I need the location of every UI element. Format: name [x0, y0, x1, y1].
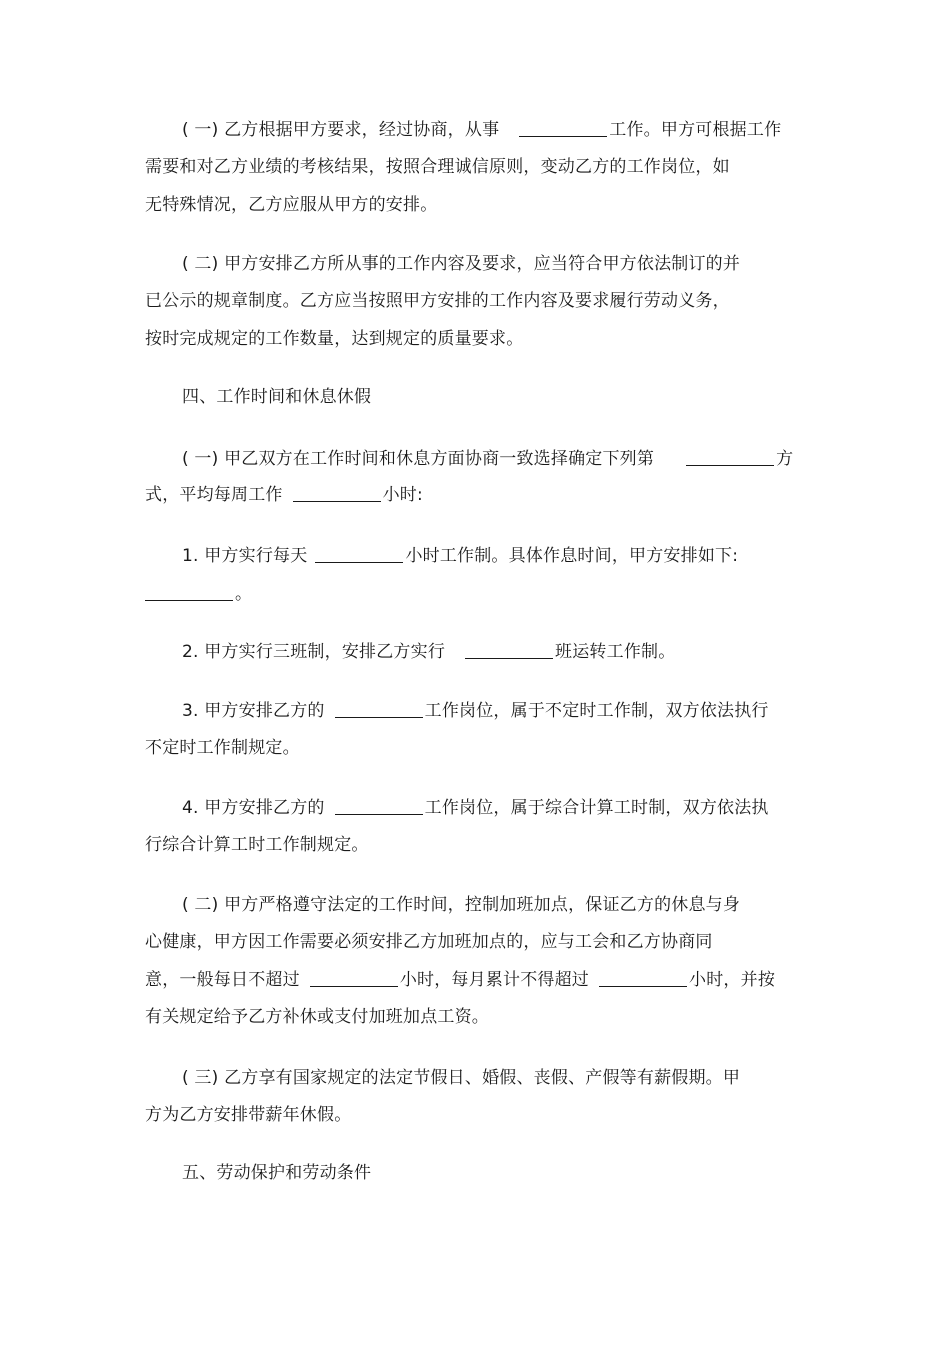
fill-blank[interactable] [310, 969, 398, 987]
fill-blank[interactable] [599, 969, 687, 987]
text: 工作岗位，属于不定时工作制，双方依法执行 [424, 701, 769, 721]
paragraph-line: ( 二) 甲方严格遵守法定的工作时间，控制加班加点，保证乙方的休息与身 [182, 895, 741, 915]
section-heading: 四、工作时间和休息休假 [182, 387, 372, 407]
text: 2. 甲方实行三班制，安排乙方实行 [182, 642, 446, 662]
text: 班运转工作制。 [555, 642, 676, 662]
paragraph-line: ( 二) 甲方安排乙方所从事的工作内容及要求，应当符合甲方依法制订的并 [182, 254, 741, 274]
text: 1. 甲方实行每天 [182, 546, 308, 566]
fill-blank[interactable] [335, 700, 423, 718]
text: 意，一般每日不超过 [145, 970, 300, 990]
list-item [182, 545, 738, 567]
paragraph-line [145, 484, 423, 506]
text: 3. 甲方安排乙方的 [182, 701, 325, 721]
fill-blank[interactable] [465, 641, 553, 659]
text: 4. 甲方安排乙方的 [182, 798, 325, 818]
section-heading: 五、劳动保护和劳动条件 [182, 1163, 372, 1183]
text: 小时: [382, 485, 423, 505]
text: 小时，每月累计不得超过 [399, 970, 590, 990]
text: 小时，并按 [689, 970, 776, 990]
list-item [182, 700, 769, 722]
paragraph-line [145, 969, 775, 991]
paragraph-line: 无特殊情况，乙方应服从甲方的安排。 [145, 195, 438, 215]
text: 工作。甲方可根据工作 [609, 120, 782, 140]
paragraph-line: 已公示的规章制度。乙方应当按照甲方安排的工作内容及要求履行劳动义务， [145, 291, 730, 311]
text: 工作岗位，属于综合计算工时制，双方依法执 [424, 798, 769, 818]
paragraph-line: 心健康，甲方因工作需要必须安排乙方加班加点的，应与工会和乙方协商同 [145, 932, 713, 952]
paragraph-line: 需要和对乙方业绩的考核结果，按照合理诚信原则，变动乙方的工作岗位，如 [145, 157, 730, 177]
text: 小时工作制。具体作息时间，甲方安排如下: [405, 546, 739, 566]
paragraph-line [182, 448, 793, 470]
text: ( 一) 乙方根据甲方要求，经过协商，从事 [182, 120, 500, 140]
text: 式，平均每周工作 [145, 485, 283, 505]
fill-blank[interactable] [293, 484, 381, 502]
paragraph-line: 方为乙方安排带薪年休假。 [145, 1105, 352, 1125]
paragraph-line: 有关规定给予乙方补休或支付加班加点工资。 [145, 1007, 489, 1027]
fill-blank[interactable] [335, 797, 423, 815]
fill-blank[interactable] [315, 545, 403, 563]
fill-blank[interactable] [686, 448, 774, 466]
list-item [182, 641, 675, 663]
paragraph-line [182, 119, 781, 141]
paragraph-line: 按时完成规定的工作数量，达到规定的质量要求。 [145, 329, 524, 349]
list-item-line: 不定时工作制规定。 [145, 738, 300, 758]
text: ( 一) 甲乙双方在工作时间和休息方面协商一致选择确定下列第 [182, 449, 655, 469]
text: 。 [235, 584, 253, 604]
list-item [182, 797, 769, 819]
list-item-line [145, 583, 252, 605]
list-item-line: 行综合计算工时工作制规定。 [145, 835, 369, 855]
paragraph-line: ( 三) 乙方享有国家规定的法定节假日、婚假、丧假、产假等有薪假期。甲 [182, 1068, 741, 1088]
fill-blank[interactable] [145, 583, 233, 601]
text: 方 [776, 449, 794, 469]
fill-blank[interactable] [519, 119, 607, 137]
